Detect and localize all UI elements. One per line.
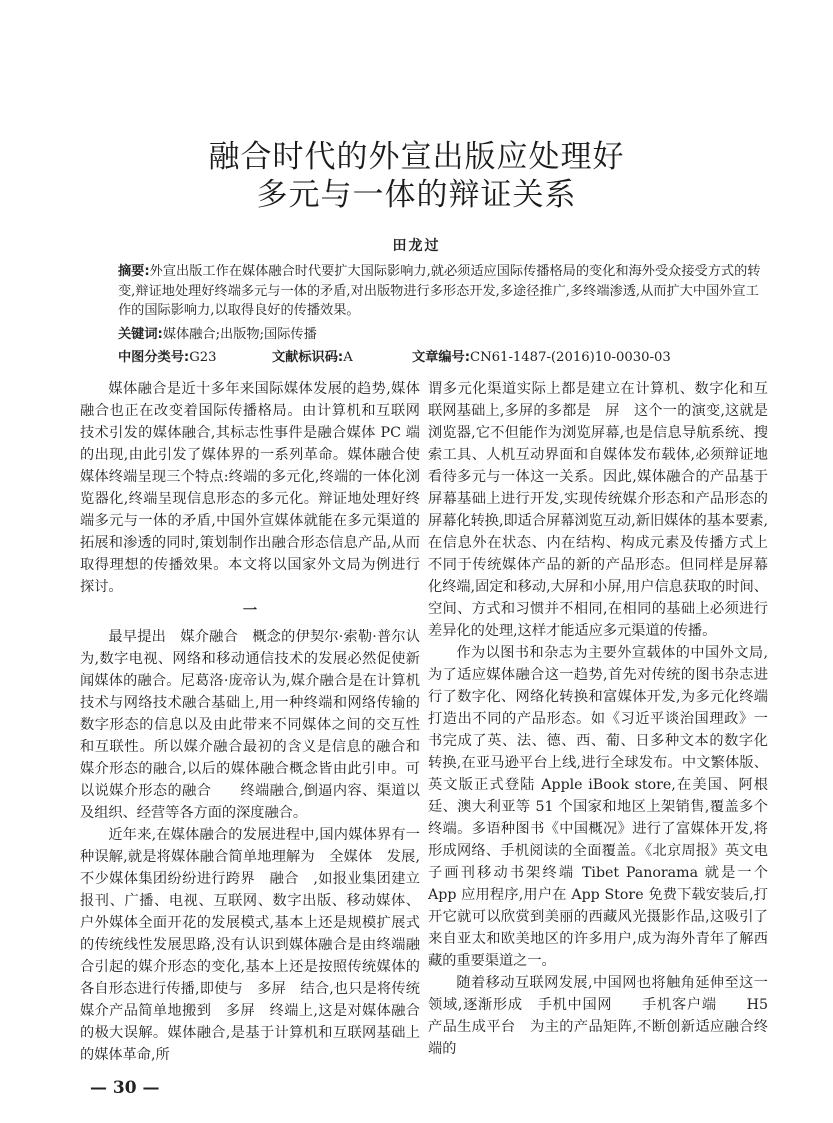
article-no-value: CN61-1487-(2016)10-0030-03 (470, 350, 671, 365)
keywords-label: 关键词: (118, 326, 163, 342)
section-heading: 一 (242, 603, 258, 619)
page-number: — 30 — (90, 1078, 160, 1098)
clc-value: G23 (189, 350, 217, 365)
abstract (118, 262, 763, 321)
paragraph: 谓多元化渠道实际上都是建立在计算机、数字化和互联网基础上,多屏的多都是 屏 这个一的演变,这就是浏览器,它不但能作为浏览屏幕,也是信息导航系统、搜索工具、人机互动界面和自媒体发布载体,必须辩证地看待多元与一体这一关系。因此,媒体融合的产品基于屏幕基础上进行开发,实现传统媒介形态和产品形态的屏幕化转换,即适合屏幕浏览互动,新旧媒体的基本要素,在信息外在状态、内在结构、构成元素及传播方式上不同于传统媒体产品的新的产品形态。但同样是屏幕化终端,固定和移动,大屏和小屏,用户信息获取的时间、空间、方式和习惯并不相同,在相同的基础上必须进行差异化的处理,这样才能适应多元渠道的传播。 (428, 381, 768, 639)
abstract-text: 外宣出版工作在媒体融合时代要扩大国际影响力,就必须适应国际传播格局的变化和海外受众接受方式的转变,辩证地处理好终端多元与一体的矛盾,对出版物进行多形态开发,多途径推广,多终端渗透,从而扩大中国外宣工作的国际影响力,以取得良好的传播效果。 (118, 264, 761, 318)
article-title-line2: 多元与一体的辩证关系 (256, 177, 577, 213)
article-no-label: 文章编号: (412, 350, 471, 365)
right-column (428, 378, 768, 1060)
classification-row (118, 348, 763, 368)
clc-number (118, 348, 272, 368)
keywords (118, 325, 763, 345)
article-title-line1: 融合时代的外宣出版应处理好 (208, 139, 625, 175)
article-number (412, 348, 671, 368)
paragraph: 作为以图书和杂志为主要外宣载体的中国外文局,为了适应媒体融合这一趋势,首先对传统的图书杂志进行了数字化、网络化转换和富媒体开发,为多元化终端打造出不同的产品形态。如《习近平谈治国理政》一书完成了英、法、德、西、葡、日多种文本的数字化转换,在亚马逊平台上线,进行全球发布。中文繁体版、英文版正式登陆 Apple iBook store,在美国、阿根廷、澳大利亚等 51 个国家和地区上架销售,覆盖多个终端。多语种图书《中国概况》进行了富媒体开发,将形成网络、手机阅读的全面覆盖。《北京周报》英文电子画刊移动书架终端 Tibet Panorama 就是一个 App 应用程序,用户在 App Store 免费下载安装后,打开它就可以欣赏到美丽的西藏风光摄影作品,这吸引了来自亚太和欧美地区的许多用户,成为海外青年了解西藏的重要渠道之一。 (428, 645, 768, 969)
keywords-text: 媒体融合;出版物;国际传播 (162, 326, 317, 342)
doc-code-label: 文献标识码: (272, 350, 344, 365)
paragraph: 媒体融合是近十多年来国际媒体发展的趋势,媒体融合也正在改变着国际传播格局。由计算机和互联网技术引发的媒体融合,其标志性事件是融合媒体 PC 端的出现,由此引发了媒体界的一系列革命。媒体融合使媒体终端呈现三个特点:终端的多元化,终端的一体化浏览器化,终端呈现信息形态的多元化。辩证地处理好终端多元与一体的矛盾,中国外宣媒体就能在多元渠道的拓展和渗透的同时,策划制作出融合形态信息产品,从而取得理想的传播效果。本文将以国家外文局为例进行探讨。 (80, 381, 420, 595)
document-code (272, 348, 412, 368)
paragraph: 随着移动互联网发展,中国网也将触角延伸至这一领域,逐渐形成 手机中国网 手机客户端 H5 产品生成平台 为主的产品矩阵,不断创新适应融合终端的 (428, 975, 768, 1057)
left-column (80, 378, 420, 1066)
author-name: 田龙过 (392, 238, 441, 254)
doc-code-value: A (343, 350, 353, 365)
paragraph: 最早提出 媒介融合 概念的伊契尔·索勒·普尔认为,数字电视、网络和移动通信技术的发展必然促使新闻媒体的融合。尼葛洛·庞帝认为,媒介融合是在计算机技术与网络技术融合基础上,用一种终端和网络传输的数字形态的信息以及由此带来不同媒体之间的交互性和互联性。所以媒介融合最初的含义是信息的融合和媒介形态的融合,以后的媒体融合概念皆由此引申。可以说媒介形态的融合 终端融合,倒逼内容、渠道以及组织、经营等各方面的深度融合。 (80, 629, 420, 821)
front-matter (118, 262, 763, 368)
abstract-label: 摘要: (118, 264, 150, 279)
clc-label: 中图分类号: (118, 350, 190, 365)
paragraph: 近年来,在媒体融合的发展进程中,国内媒体界有一种误解,就是将媒体融合简单地理解为 全媒体 发展,不少媒体集团纷纷进行跨界 融合 ,如报业集团建立报刊、广播、电视、互联网、数字出版、移动媒体、户外媒体全面开花的发展模式,基本上还是规模扩展式的传统线性发展思路,没有认识到媒体融合是由终端融合引起的媒介形态的变化,基本上还是按照传统媒体的各自形态进行传播,即使与 多屏 结合,也只是将传统媒介产品简单地搬到 多屏 终端上,这是对媒体融合的极大误解。媒体融合,是基于计算机和互联网基础上的媒体革命,所 (80, 827, 420, 1063)
